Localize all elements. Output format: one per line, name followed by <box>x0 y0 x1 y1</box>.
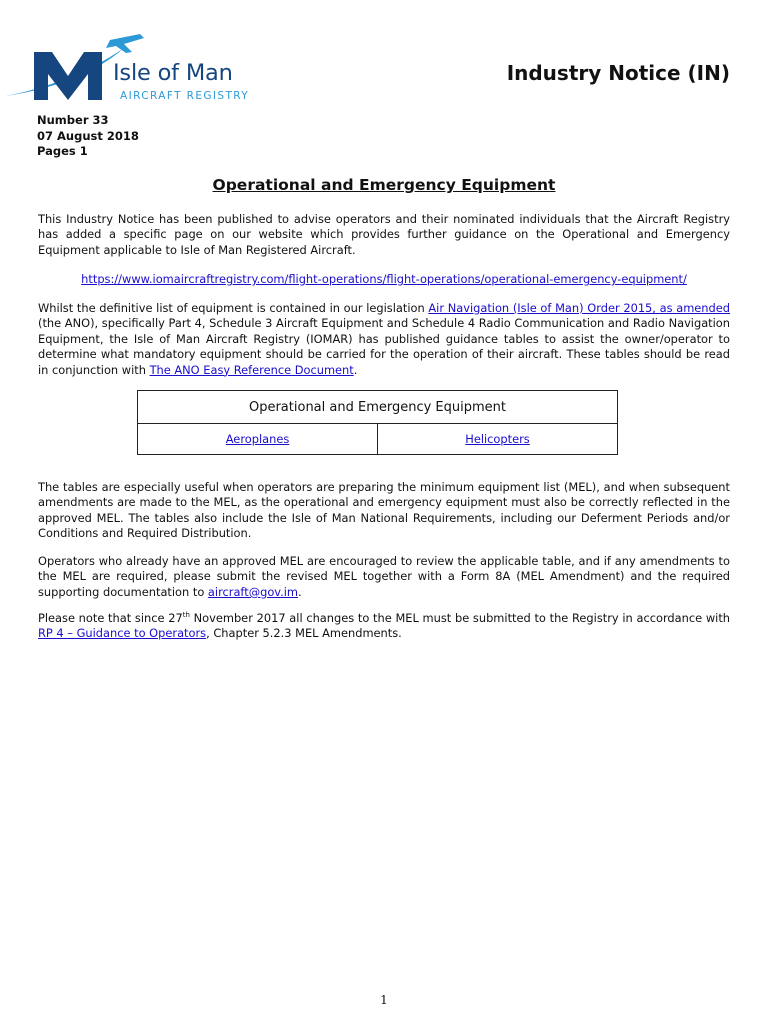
url-line <box>0 272 768 286</box>
ordinal-suffix: th <box>182 611 190 620</box>
notice-date: 07 August 2018 <box>37 128 139 143</box>
mel-changes-text-1: Please note that since 27 <box>38 611 183 625</box>
logo-text-aircraft-registry: AIRCRAFT REGISTRY <box>120 90 250 102</box>
website-url-link[interactable]: https://www.iomaircraftregistry.com/flight-operations/flight-operations/operational-emergency-equipment/ <box>81 272 687 286</box>
paragraph-legislation <box>38 301 730 378</box>
mel-changes-text-3: , Chapter 5.2.3 MEL Amendments. <box>206 626 402 641</box>
helicopters-cell <box>378 424 618 455</box>
page-number: 1 <box>380 993 388 1007</box>
mel-review-text-1: Operators who already have an approved MEL are encouraged to review the applicable table, and if any amendments to the MEL are required, please submit the revised MEL together with a Form 8A (MEL Amendment) and the required supporting documentation to <box>38 554 730 599</box>
equipment-table-row <box>138 424 618 455</box>
paragraph-tables-usage: The tables are especially useful when operators are preparing the minimum equipment list (MEL), and when subsequent amendments are made to the MEL, as the operational and emergency equipment must also be correctly reflected in the approved MEL. The tables also include the Isle of Man National Requirements, including our Deferment Periods and/or Conditions and Required Distribution. <box>38 480 730 541</box>
rp4-guidance-link[interactable]: RP 4 – Guidance to Operators <box>38 626 207 641</box>
notice-title: Industry Notice (IN) <box>506 61 730 85</box>
equipment-table <box>137 390 618 455</box>
aeroplanes-cell <box>138 424 378 455</box>
notice-number: Number 33 <box>37 113 109 127</box>
ano-easy-reference-link[interactable]: The ANO Easy Reference Document <box>149 362 354 377</box>
aeroplanes-link[interactable]: Aeroplanes <box>225 432 290 446</box>
helicopters-link[interactable]: Helicopters <box>465 432 530 446</box>
mel-changes-text-2: November 2017 all changes to the MEL must be submitted to the Registry in accordance with <box>189 611 731 625</box>
logo-text-isle-of-man: Isle of Man <box>113 60 233 86</box>
paragraph-intro: This Industry Notice has been published to advise operators and their nominated individuals that the Aircraft Registry has added a specific page on our website which provides further guidance on the Operational and Emergency Equipment applicable to Isle of Man Registered Aircraft. <box>38 212 730 257</box>
legislation-text-2: (the ANO), specifically Part 4, Schedule 3 Aircraft Equipment and Schedule 4 Radio Communication and Radio Navigation Equipment, the Isle of Man Aircraft Registry (IOMAR) has published guidance tables to assist the owner/operator to determine what mandatory equipment should be carried for the operation of their aircraft. These tables should be read in conjunction with <box>38 316 730 377</box>
equipment-table-header-row <box>138 391 618 424</box>
notice-meta <box>37 113 139 160</box>
legislation-text-3: . <box>353 362 358 377</box>
ano-order-link[interactable]: Air Navigation (Isle of Man) Order 2015, as amended <box>428 301 730 315</box>
mel-review-text-2: . <box>298 584 302 599</box>
legislation-text-1: Whilst the definitive list of equipment is contained in our legislation <box>38 301 429 315</box>
document-heading: Operational and Emergency Equipment <box>212 176 556 194</box>
paragraph-mel-review <box>38 554 730 600</box>
equipment-table-header: Operational and Emergency Equipment <box>138 391 618 424</box>
email-link[interactable]: aircraft@gov.im <box>207 584 299 599</box>
paragraph-mel-changes <box>38 611 730 642</box>
notice-pages: Pages 1 <box>37 144 88 158</box>
